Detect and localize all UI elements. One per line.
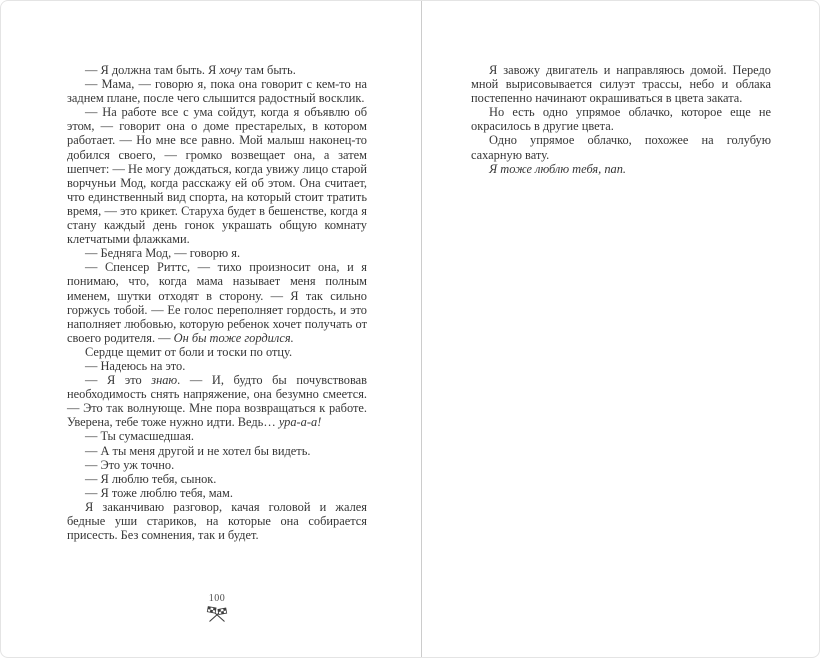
paragraph: — Я тоже люблю тебя, мам. — [85, 485, 233, 500]
page-divider — [421, 1, 422, 657]
paragraph: — А ты меня другой и не хотел бы видеть. — [85, 443, 311, 458]
paragraph: — Ты сумасшедшая. — [85, 429, 195, 444]
page-number: 100 — [208, 593, 226, 604]
paragraph: — На работе все с ума сойдут, когда я объявлю об этом, — говорит она о доме престарелых, в котором работает. — Но мне все равно. Мой малыш наконец-то добился своего, — громко возвещает она, а затем шепчет: — Не могу дождаться, когда увижу лицо старой ворчуньи Мод, когда расскажу ей об этом. Она считает, что единственный вид спорта, на который стоит тратить время, — это крикет. Старуха будет в бешенстве, когда я стану каждый день гонок украшать общую комнату клетчатыми флажками. — [67, 105, 367, 247]
paragraph: — Спенсер Риттс, — тихо произносит она, и я понимаю, что, когда мама называет меня полным именем, шутки отходят в сторону. — Я так сильно горжусь тобой. — Ее голос переполняет гордость, и это наполняет любовью, которую ребенок хочет получать от своего родителя. — Он бы тоже гордился. — [67, 260, 367, 345]
paragraph: — Мама, — говорю я, пока она говорит с кем-то на заднем плане, после чего слышится радостный восклик. — [67, 77, 367, 106]
paragraph: Но есть одно упрямое облачко, которое еще не окрасилось в другие цвета. — [471, 105, 771, 134]
paragraph: Одно упрямое облачко, похожее на голубую сахарную вату. — [471, 133, 771, 162]
right-page-text — [471, 63, 771, 176]
paragraph: — Я люблю тебя, сынок. — [85, 471, 217, 486]
paragraph: — Я должна там быть. Я хочу там быть. — [85, 63, 296, 77]
paragraph: — Надеюсь на это. — [85, 358, 186, 373]
paragraph: Я тоже люблю тебя, пап. — [489, 161, 627, 176]
crossed-checkered-flags-icon — [67, 606, 367, 623]
paragraph: — Я это знаю. — И, будто бы почувствовав необходимость снять напряжение, она безумно смеется. — Это так волнующе. Мне пора возвращаться к работе. Уверена, тебе тоже нужно идти. Ведь… ура-а-а! — [67, 373, 367, 430]
left-page-footer — [67, 593, 367, 623]
paragraph: Я завожу двигатель и направляюсь домой. Передо мной вырисовывается силуэт трассы, небо и облака постепенно начинают окрашиваться в цвета заката. — [471, 63, 771, 106]
paragraph: — Это уж точно. — [85, 457, 175, 472]
left-page-text — [67, 63, 367, 542]
paragraph: Я заканчиваю разговор, качая головой и жалея бедные уши стариков, на которые она собирается присесть. Без сомнения, так и будет. — [67, 499, 367, 543]
paragraph: — Бедняга Мод, — говорю я. — [85, 246, 241, 261]
paragraph: Сердце щемит от боли и тоски по отцу. — [85, 344, 293, 359]
